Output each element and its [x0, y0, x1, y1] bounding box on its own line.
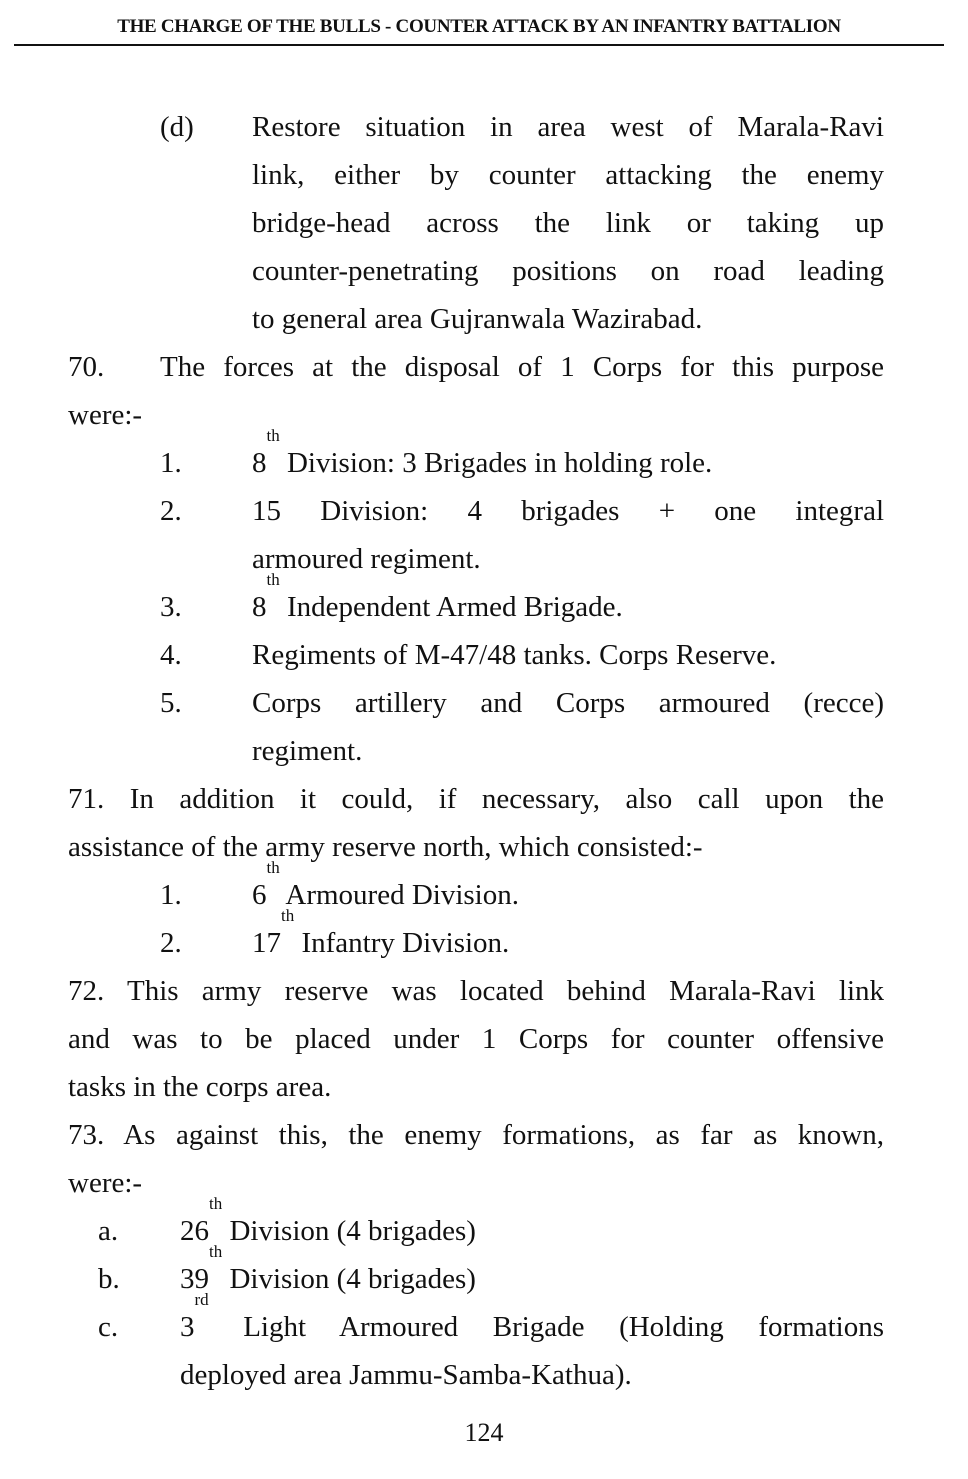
list-73-item-b-num: b. — [98, 1263, 120, 1295]
list-70-item-3: 8th Independent Armed Brigade. — [252, 570, 623, 623]
list-70-item-1-num: 1. — [160, 447, 182, 479]
list-73-item-a: 26th Division (4 brigades) — [180, 1194, 476, 1247]
list-73-item-c-line-2: deployed area Jammu-Samba-Kathua). — [180, 1359, 632, 1391]
para-70-line-1: The forces at the disposal of 1 Corps for this purpose — [160, 351, 884, 383]
list-70-item-5-line-1: Corps artillery and Corps armoured (recce) — [252, 687, 884, 719]
list-73-item-c-num: c. — [98, 1311, 119, 1343]
list-73-item-a-num: a. — [98, 1215, 119, 1247]
para-73-line-2: were:- — [68, 1167, 143, 1199]
list-73-item-c-line-1: 3rd Light Armoured Brigade (Holding formations — [180, 1290, 884, 1343]
list-70-item-1: 8th Division: 3 Brigades in holding role. — [252, 426, 713, 479]
para-73-line-1: 73. As against this, the enemy formations, as far as known, — [68, 1119, 884, 1151]
list-70-item-5-num: 5. — [160, 687, 182, 719]
item-d-line-2: link, either by counter attacking the enemy — [252, 159, 884, 191]
list-70-item-4: Regiments of M-47/48 tanks. Corps Reserve. — [252, 639, 777, 671]
list-71-item-2-num: 2. — [160, 927, 182, 959]
running-header: THE CHARGE OF THE BULLS - COUNTER ATTACK BY AN INFANTRY BATTALION — [117, 16, 841, 37]
para-72-line-3: tasks in the corps area. — [68, 1071, 332, 1103]
para-72-line-2: and was to be placed under 1 Corps for counter offensive — [68, 1023, 884, 1055]
para-72-line-1: 72. This army reserve was located behind Marala-Ravi link — [68, 975, 884, 1007]
header-rule — [14, 44, 944, 46]
list-70-item-2-num: 2. — [160, 495, 182, 527]
list-70-item-5-line-2: regiment. — [252, 735, 363, 767]
item-d-line-4: counter-penetrating positions on road leading — [252, 255, 884, 287]
para-70-number: 70. — [68, 351, 105, 383]
list-71-item-1: 6th Armoured Division. — [252, 858, 519, 911]
list-70-item-2-line-1: 15 Division: 4 brigades + one integral — [252, 495, 884, 527]
para-71-line-1: 71. In addition it could, if necessary, also call upon the — [68, 783, 884, 815]
list-70-item-3-num: 3. — [160, 591, 182, 623]
list-71-item-2: 17th Infantry Division. — [252, 906, 510, 959]
list-73-item-b: 39th Division (4 brigades) — [180, 1242, 476, 1295]
item-d-line-3: bridge-head across the link or taking up — [252, 207, 884, 239]
para-71-line-2: assistance of the army reserve north, which consisted:- — [68, 831, 703, 863]
list-71-item-1-num: 1. — [160, 879, 182, 911]
list-70-item-2-line-2: armoured regiment. — [252, 543, 481, 575]
page-number: 124 — [464, 1418, 504, 1447]
item-d-line-5: to general area Gujranwala Wazirabad. — [252, 303, 703, 335]
list-70-item-4-num: 4. — [160, 639, 182, 671]
item-d-label: (d) — [160, 111, 194, 143]
para-70-line-2: were:- — [68, 399, 143, 431]
item-d-line-1: Restore situation in area west of Marala-Ravi — [252, 111, 884, 143]
